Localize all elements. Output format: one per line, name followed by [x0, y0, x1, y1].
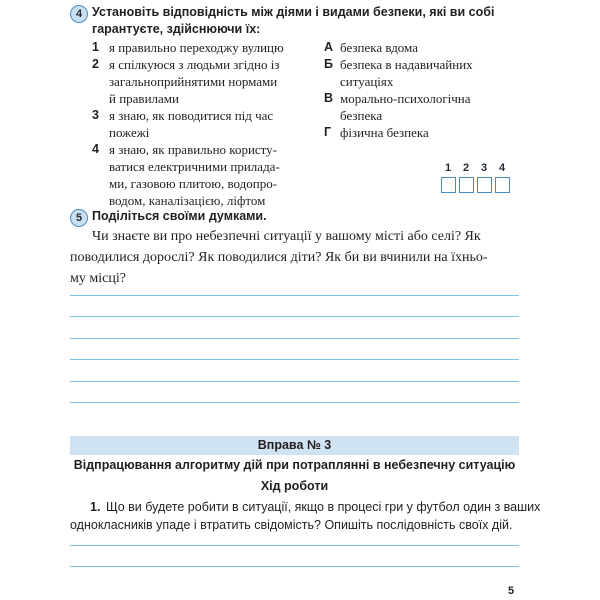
writing-line[interactable]: [70, 566, 519, 567]
step-text-line-1: Що ви будете робити в ситуації, якщо в процесі гри у футбол один з ваших: [106, 500, 541, 514]
answer-grid-number: 3: [480, 162, 488, 174]
action-number: 2: [92, 57, 99, 71]
option-text: безпека: [340, 108, 383, 123]
action-text: я спілкуюся з людьми згідно із: [109, 57, 280, 72]
procedure-heading: Хід роботи: [260, 479, 329, 493]
option-text: безпека в надавичайних: [340, 57, 473, 72]
task-5-question-line-3: му місці?: [70, 271, 126, 286]
option-letter: А: [324, 40, 334, 54]
writing-line[interactable]: [70, 295, 519, 296]
action-text: й правилами: [109, 91, 179, 106]
option-letter: В: [324, 91, 334, 105]
writing-line[interactable]: [70, 381, 519, 382]
action-number: 1: [92, 40, 99, 54]
task-5-heading: Поділіться своїми думками.: [92, 209, 267, 223]
task-5-question-line-2: поводилися дорослі? Як поводилися діти? Як би ви вчинили на їхньо-: [70, 250, 488, 265]
answer-grid: [440, 162, 520, 194]
answer-grid-number: 2: [462, 162, 470, 174]
task-4-heading-line-2: гарантуєте, здійснюючи їх:: [92, 22, 261, 36]
option-letter: Г: [324, 125, 332, 139]
answer-grid-number: 4: [498, 162, 506, 174]
option-letter: Б: [324, 57, 333, 71]
task-4-number-badge: 4: [70, 5, 88, 23]
task-5-number-badge: 5: [70, 209, 88, 227]
answer-box-2[interactable]: [459, 177, 474, 193]
action-text: ми, газовою плитою, водопро-: [109, 176, 278, 191]
answer-box-4[interactable]: [495, 177, 510, 193]
task-4-heading-line-1: Установіть відповідність між діями і видами безпеки, які ви собі: [92, 5, 495, 19]
action-text: пожежі: [109, 125, 150, 140]
action-text: я знаю, як поводитися під час: [109, 108, 274, 123]
page-number: 5: [508, 585, 515, 597]
action-text: я знаю, як правильно користу-: [109, 142, 278, 157]
action-number: 3: [92, 108, 99, 122]
action-number: 4: [92, 142, 99, 156]
action-text: водом, каналізацією, ліфтом: [109, 193, 266, 208]
option-text: фізична безпека: [340, 125, 429, 140]
action-text: я правильно переходжу вулицю: [109, 40, 284, 55]
step-number: 1.: [90, 500, 101, 514]
exercise-subtitle: Відпрацювання алгоритму дій при потраплянні в небезпечну ситуацію: [73, 458, 516, 472]
answer-box-1[interactable]: [441, 177, 456, 193]
option-text: ситуаціях: [340, 74, 394, 89]
writing-line[interactable]: [70, 316, 519, 317]
answer-box-3[interactable]: [477, 177, 492, 193]
option-text: морально-психологічна: [340, 91, 471, 106]
exercise-title: Вправа № 3: [257, 438, 332, 452]
step-text-line-2: однокласників упаде і втратить свідомість? Опишіть послідовність своїх дій.: [70, 518, 513, 532]
writing-line[interactable]: [70, 402, 519, 403]
task-5-question-line-1: Чи знаєте ви про небезпечні ситуації у вашому місті або селі? Як: [92, 229, 481, 244]
action-text: загальноприйнятими нормами: [109, 74, 278, 89]
option-text: безпека вдома: [340, 40, 418, 55]
answer-grid-number: 1: [444, 162, 452, 174]
writing-line[interactable]: [70, 545, 519, 546]
action-text: ватися електричними прилада-: [109, 159, 280, 174]
writing-line[interactable]: [70, 338, 519, 339]
writing-line[interactable]: [70, 359, 519, 360]
